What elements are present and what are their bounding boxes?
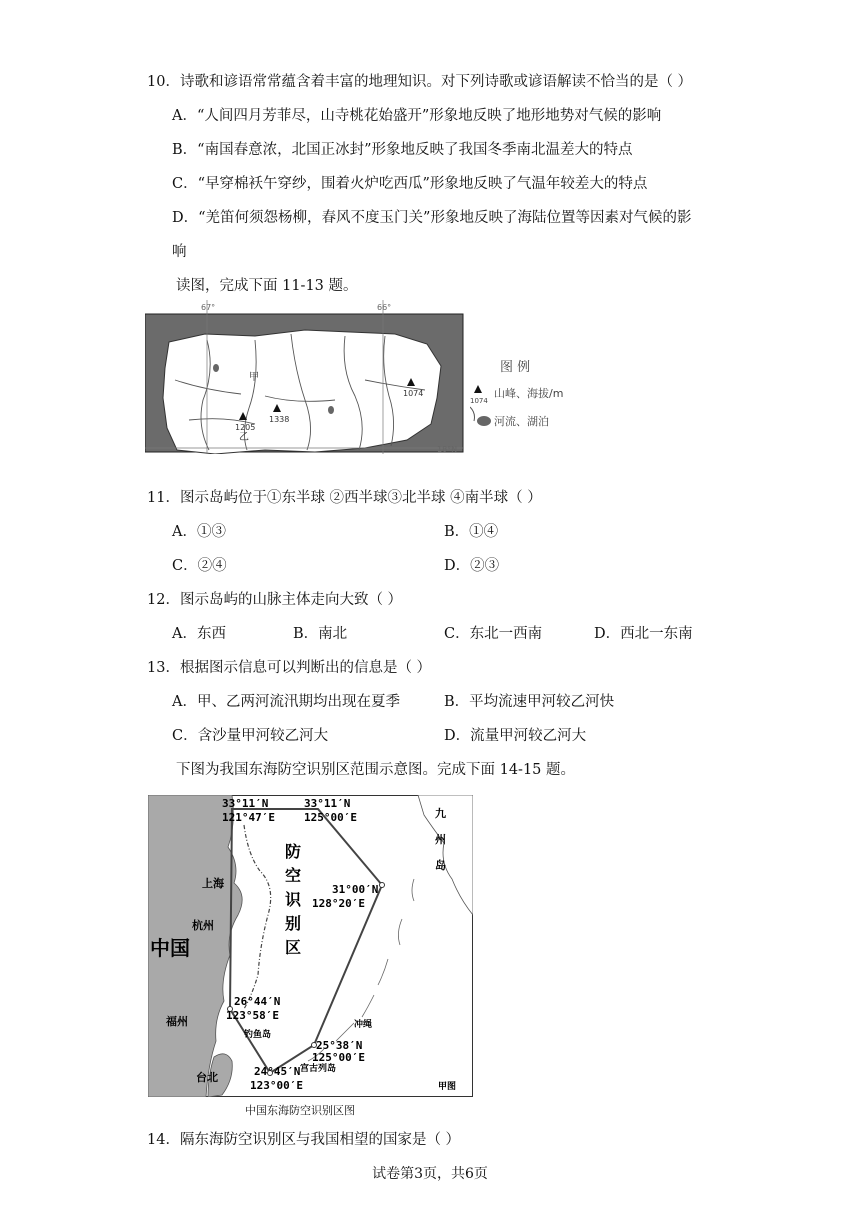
zone-char-3: 识 [285,890,302,909]
zone-char-1: 防 [285,842,302,861]
river-jia-label: 甲 [249,372,259,383]
kyushu-char-2: 州 [435,833,446,846]
zone-char-5: 区 [285,938,302,957]
corner2-lat: 33°11′N [304,797,351,810]
q10-option-c: C．“早穿棉袄午穿纱，围着火炉吃西瓜”形象地反映了气温年较差大的特点 [172,176,648,192]
okinawa-label: 冲绳 [354,1020,373,1030]
legend-peak-sample: 1074 [470,397,488,405]
q12-option-a: A．东西 [172,626,226,642]
corner3-lat: 31°00′N [332,883,379,896]
kyushu-char-3: 岛 [435,859,446,872]
intro-14-15: 下图为我国东海防空识别区范围示意图。完成下面 14-15 题。 [176,762,576,778]
q10-option-d: D．“羌笛何须怨杨柳，春风不度玉门关”形象地反映了海陆位置等因素对气候的影 [172,210,692,226]
kyushu-char-1: 九 [435,807,446,820]
q13-option-d: D．流量甲河较乙河大 [444,728,587,744]
q11-option-a: A．①③ [172,524,226,540]
q10-option-b: B．“南国春意浓，北国正冰封”形象地反映了我国冬季南北温差大的特点 [172,142,633,158]
q14-stem: 14．隔东海防空识别区与我国相望的国家是（ ） [147,1132,461,1148]
country-china: 中国 [150,936,190,960]
q13-option-b: B．平均流速甲河较乙河快 [444,694,615,710]
corner4-lon: 123°58′E [226,1009,279,1022]
map2-caption: 中国东海防空识别区图 [245,1104,355,1117]
q12-stem: 12．图示岛屿的山脉主体走向大致（ ） [147,592,403,608]
intro-11-13: 读图，完成下面 11-13 题。 [176,278,358,294]
q11-option-d: D．②③ [444,558,500,574]
corner1-lon: 121°47′E [222,811,275,824]
q11-stem: 11．图示岛屿位于①东半球 ②西半球③北半球 ④南半球（ ） [147,490,542,506]
lon-67-label: 67° [201,303,216,312]
page-footer: 试卷第3页，共6页 [372,1166,488,1182]
lon-66-label: 66° [377,303,392,312]
q13-option-a: A．甲、乙两河流汛期均出现在夏季 [172,694,400,710]
zone-char-4: 别 [285,914,302,933]
legend-river-text: 河流、湖泊 [494,415,549,428]
adiz-map [148,795,473,1097]
q13-option-c: C．含沙量甲河较乙河大 [172,728,329,744]
corner4-lat: 26°44′N [234,995,281,1008]
corner6-lat: 24°45′N [254,1065,301,1078]
miyako-label: 宫古列岛 [300,1064,337,1074]
q10-option-a: A．“人间四月芳菲尽，山寺桃花始盛开”形象地反映了地形地势对气候的影响 [172,108,662,124]
corner3-lon: 128°20′E [312,897,365,910]
legend-title: 图 例 [500,360,531,375]
city-fuzhou: 福州 [166,1015,188,1028]
q10-option-d-cont: 响 [172,244,187,260]
q12-option-b: B．南北 [293,626,348,642]
peak-1074-label: 1074 [403,389,424,398]
corner1-lat: 33°11′N [222,797,269,810]
corner6-lon: 123°00′E [250,1079,303,1092]
island-map [145,300,465,454]
river-yi-label: 乙 [239,432,249,443]
city-taipei: 台北 [196,1071,218,1084]
city-hangzhou: 杭州 [192,919,214,932]
legend-peak-text: 山峰、海拔/m [494,387,564,400]
q11-option-c: C．②④ [172,558,227,574]
legend-lake-icon [477,416,491,426]
peak-1205-label: 1205 [235,423,256,432]
peak-1338-label: 1338 [269,415,290,424]
corner5-lat: 25°38′N [316,1039,363,1052]
q12-option-d: D．西北一东南 [594,626,693,642]
q13-stem: 13．根据图示信息可以判断出的信息是（ ） [147,660,432,676]
q10-stem: 10．诗歌和谚语常常蕴含着丰富的地理知识。对下列诗歌或谚语解读不恰当的是（ ） [147,74,693,90]
corner5-lon: 125°00′E [312,1051,365,1064]
jiatu-label: 甲图 [438,1082,457,1092]
corner2-lon: 125°00′E [304,811,357,824]
legend-peak-icon [474,385,482,393]
q11-option-b: B．①④ [444,524,499,540]
city-shanghai: 上海 [202,877,224,890]
legend-river-icon [470,407,475,421]
q12-option-c: C．东北一西南 [444,626,543,642]
diaoyu-label: 钓鱼岛 [244,1030,272,1040]
map-legend [470,355,590,435]
lat-18-label: 18°N [437,445,458,454]
zone-char-2: 空 [285,866,302,885]
